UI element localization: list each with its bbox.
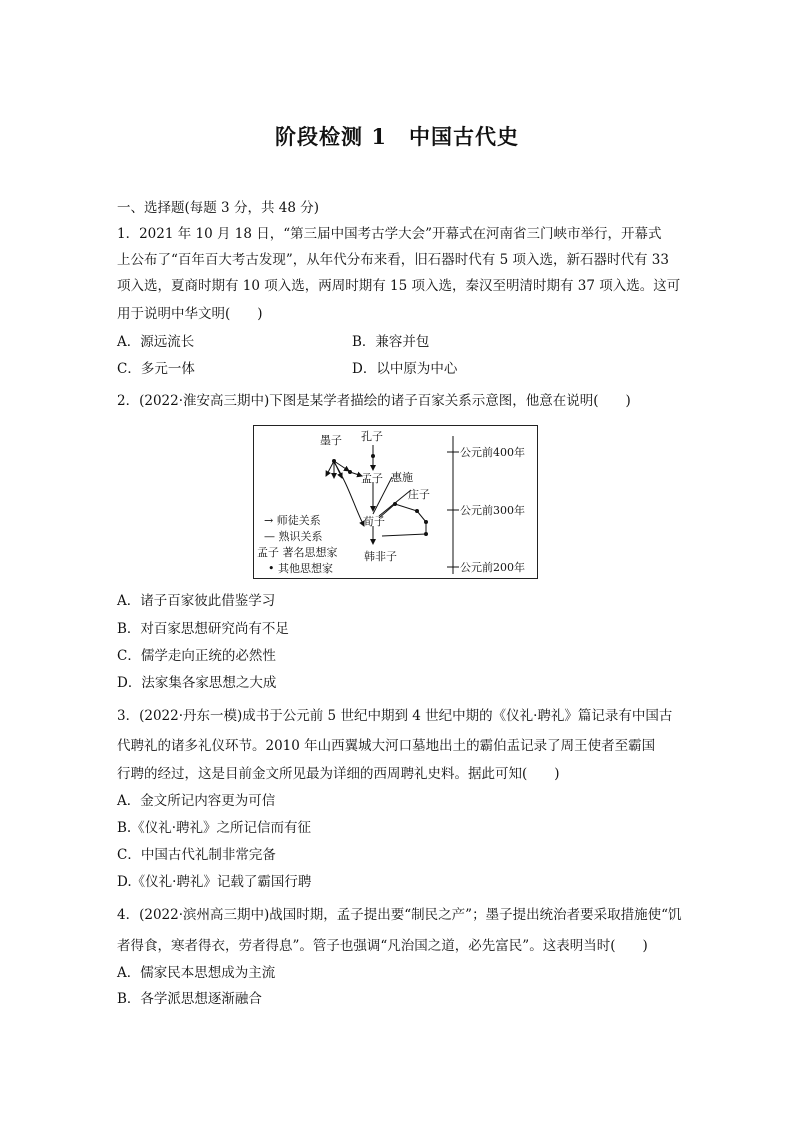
q1-option-b: B．兼容并包 <box>352 334 430 350</box>
q3-line: 行聘的经过，这是目前金文所见最为详细的西周聘礼史料。据此可知( ) <box>117 766 560 782</box>
name-mengzi: 孟子 <box>361 472 383 485</box>
name-zhuangzi: 庄子 <box>408 488 430 501</box>
q2-option-d: D．法家集各家思想之大成 <box>117 675 277 691</box>
page-title: 阶段检测 1 中国古代史 <box>275 124 519 149</box>
q1-option-row <box>117 333 692 351</box>
q1-option-a: A．源远流长 <box>117 334 195 350</box>
q3-line: 3．(2022·丹东一模)成书于公元前 5 世纪中期到 4 世纪中期的《仪礼·聘礼》篇记录有中国古 <box>117 708 673 724</box>
q4-option-a: A．儒家民本思想成为主流 <box>117 965 276 981</box>
q1-line: 上公布了“百年百大考古发现”，从年代分布来看，旧石器时代有 5 项入选，新石器时代有 33 <box>117 252 669 268</box>
legend-acquaintance: — 熟识关系 <box>264 530 323 543</box>
name-huishi: 惠施 <box>391 471 413 484</box>
name-xunzi: 荀子 <box>363 515 385 528</box>
name-hanfeizi: 韩非子 <box>364 550 397 563</box>
diagram-svg <box>254 426 539 580</box>
q1-line: 项入选，夏商时期有 10 项入选，两周时期有 15 项入选，秦汉至明清时期有 37 项入选。这可 <box>117 278 681 294</box>
legend-teacher-student: → 师徒关系 <box>264 514 321 527</box>
q3-option-a: A．金文所记内容更为可信 <box>117 793 276 809</box>
q3-line: 代聘礼的诸多礼仪环节。2010 年山西翼城大河口墓地出土的霸伯盂记录了周王使者至霸国 <box>117 738 656 754</box>
section-heading: 一、选择题(每题 3 分，共 48 分) <box>117 200 319 216</box>
q1-option-row <box>117 360 692 378</box>
legend-famous-thinker: 孟子 著名思想家 <box>257 546 338 559</box>
q2-option-b: B．对百家思想研究尚有不足 <box>117 621 289 637</box>
q3-option-d: D.《仪礼·聘礼》记载了霸国行聘 <box>117 874 312 890</box>
q1-line: 1．2021 年 10 月 18 日，“第三届中国考古学大会”开幕式在河南省三门峡市举行，开幕式 <box>117 226 662 242</box>
legend-other-thinker: • 其他思想家 <box>268 562 333 575</box>
q3-option-c: C．中国古代礼制非常完备 <box>117 847 276 863</box>
timeline-300bc: 公元前300年 <box>460 504 525 517</box>
q4-option-b: B．各学派思想逐渐融合 <box>117 991 262 1007</box>
q1-option-c: C．多元一体 <box>117 361 195 377</box>
timeline-200bc: 公元前200年 <box>460 561 525 574</box>
name-mozi: 墨子 <box>320 434 342 447</box>
q4-line: 4．(2022·滨州高三期中)战国时期，孟子提出要“制民之产”；墨子提出统治者要采取措施使“饥 <box>117 907 682 923</box>
q1-line: 用于说明中华文明( ) <box>117 306 263 322</box>
timeline-axis <box>447 436 459 574</box>
q1-option-d: D．以中原为中心 <box>352 361 458 377</box>
q2-option-a: A．诸子百家彼此借鉴学习 <box>117 593 276 609</box>
q4-line: 者得食，寒者得衣，劳者得息”。管子也强调“凡治国之道，必先富民”。这表明当时( ) <box>117 938 648 954</box>
name-kongzi: 孔子 <box>361 430 383 443</box>
q2-line: 2．(2022·淮安高三期中)下图是某学者描绘的诸子百家关系示意图，他意在说明( ) <box>117 393 631 409</box>
philosophers-diagram <box>253 425 538 579</box>
q3-option-b: B.《仪礼·聘礼》之所记信而有征 <box>117 820 312 836</box>
q2-option-c: C．儒学走向正统的必然性 <box>117 648 276 664</box>
timeline-400bc: 公元前400年 <box>460 446 525 459</box>
